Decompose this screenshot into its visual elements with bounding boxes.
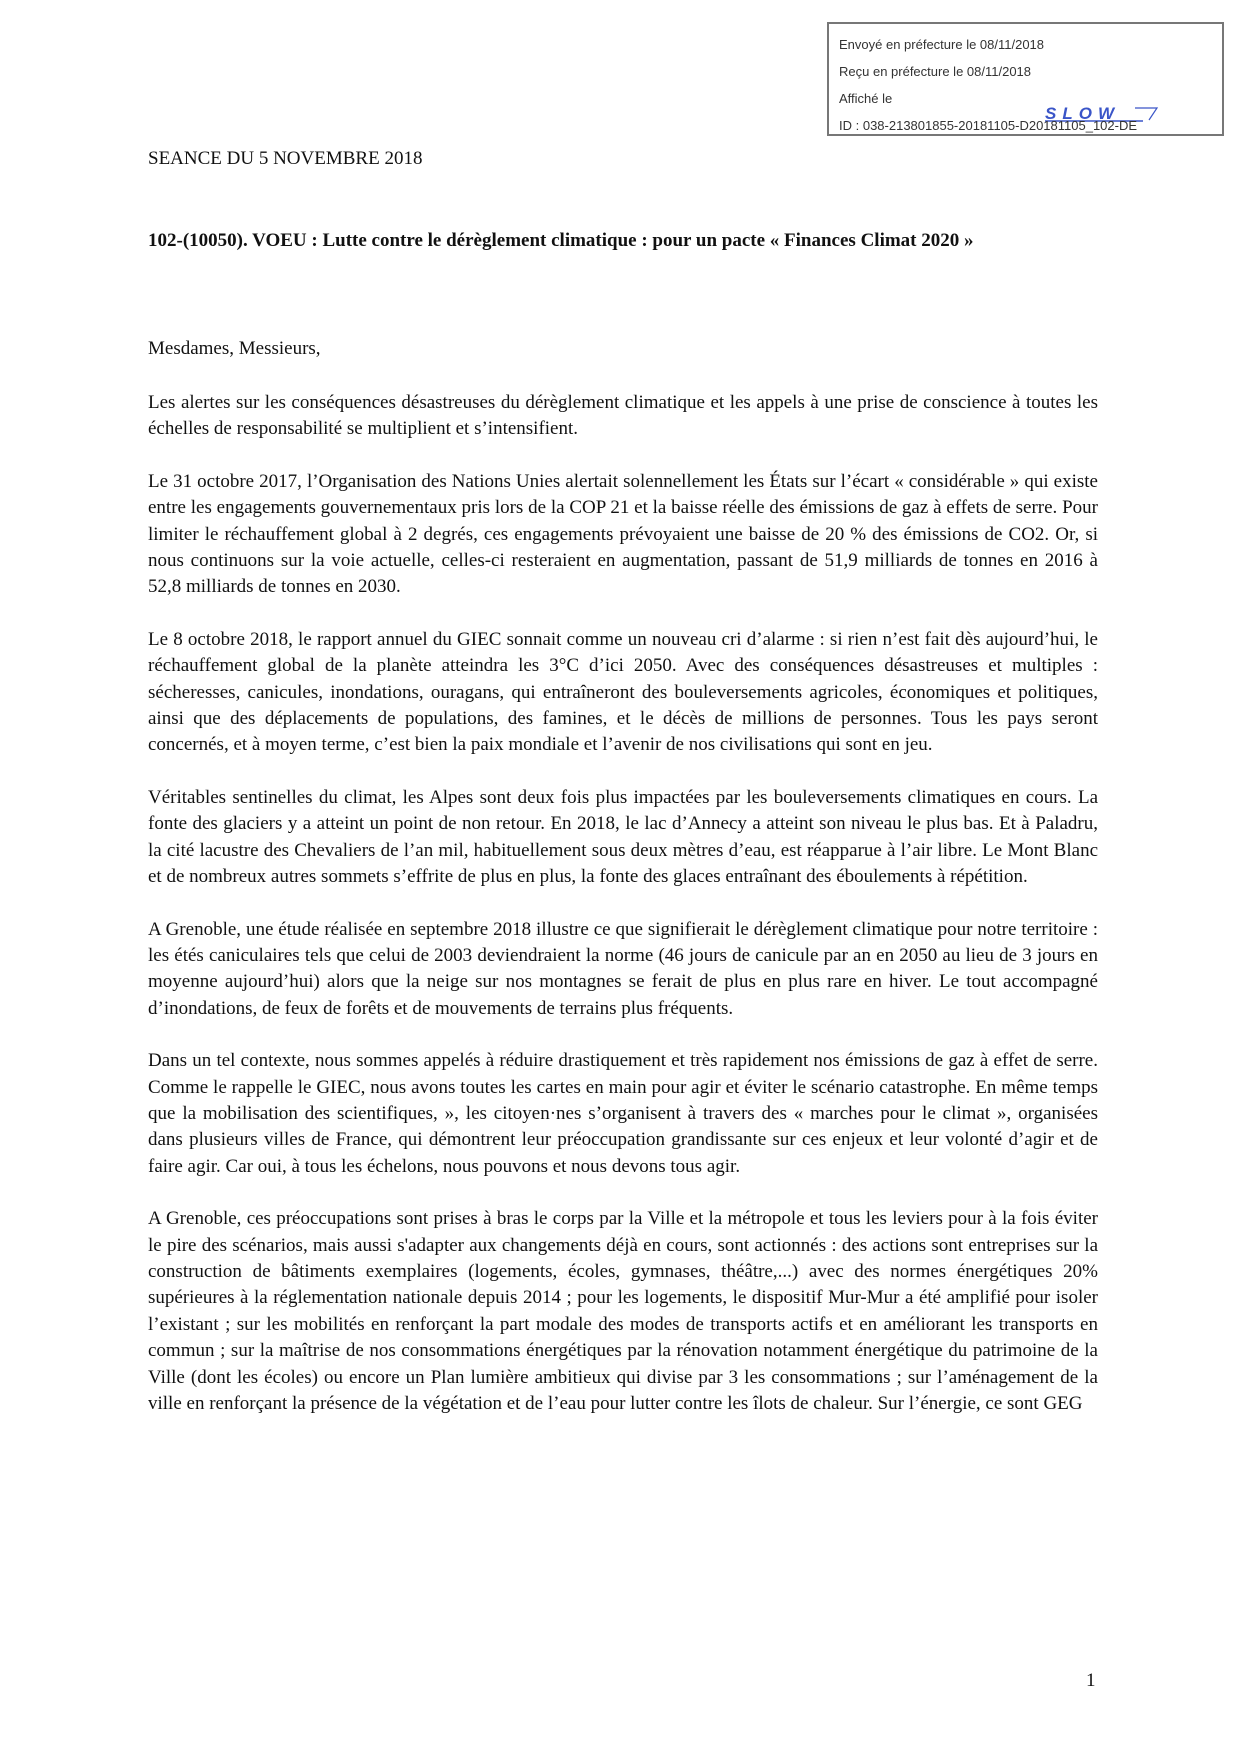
svg-text:SLOW: SLOW bbox=[1045, 104, 1120, 123]
stamp-id: ID : 038-213801855-20181105-D20181105_102-DE bbox=[839, 118, 1138, 133]
greeting: Mesdames, Messieurs, bbox=[148, 338, 321, 359]
stamp-sent-date: Envoyé en préfecture le 08/11/2018 bbox=[839, 37, 1045, 52]
paragraph: A Grenoble, une étude réalisée en septembre 2018 illustre ce que signifierait le dérèglement climatique pour notre territoire : les étés caniculaires tels que celui de 2003 deviendraient la norme (46 jours de canicule par an en 2050 au lieu de 3 jours en moyenne aujourd’hui) alors que la neige sur nos montagnes se ferait de plus en plus rare en hiver. Le tout accompagné d’inondations, de feux de forêts et de mouvements de terrains plus fréquents. bbox=[148, 918, 1098, 1019]
stamp-received-date: Reçu en préfecture le 08/11/2018 bbox=[839, 64, 1032, 79]
paragraph: Véritables sentinelles du climat, les Alpes sont deux fois plus impactées par les bouleversements climatiques en cours. La fonte des glaciers y a atteint un point de non retour. En 2018, le lac d’Annecy a atteint son niveau le plus bas. Et à Paladru, la cité lacustre des Chevaliers de l’an mil, habituellement sous deux mètres d’eau, est réapparue à l’air libre. Le Mont Blanc et de nombreux autres sommets s’effrite de plus en plus, la fonte des glaces entraînant des éboulements à répétition. bbox=[148, 786, 1098, 888]
paragraph: Le 31 octobre 2017, l’Organisation des Nations Unies alertait solennellement les États sur l’écart « considérable » qui existe entre les engagements gouvernementaux pris lors de la COP 21 et la baisse réelle des émissions de gaz à effets de serre. Pour limiter le réchauffement global à 2 degrés, ces engagements prévoyaient une baisse de 20 % des émissions de CO2. Or, si nous continuons sur la voie actuelle, celles-ci resteraient en augmentation, passant de 51,9 milliards de tonnes en 2016 à 52,8 milliards de tonnes en 2030. bbox=[148, 470, 1098, 598]
page-number: 1 bbox=[1086, 1670, 1096, 1691]
stamp-posted: Affiché le bbox=[839, 91, 893, 106]
session-heading: SEANCE DU 5 NOVEMBRE 2018 bbox=[148, 148, 423, 169]
prefecture-stamp bbox=[827, 22, 1224, 136]
paragraph: A Grenoble, ces préoccupations sont prises à bras le corps par la Ville et la métropole et tous les leviers pour à la fois éviter le pire des scénarios, mais aussi s'adapter aux changements déjà en cours, sont actionnés : des actions sont entreprises sur la construction de bâtiments exemplaires (logements, écoles, gymnases, théâtre,...) avec des normes énergétiques 20% supérieures à la réglementation nationale depuis 2014 ; pour les logements, le dispositif Mur-Mur a été amplifié pour isoler l’existant ; sur les mobilités en renforçant la part modale des modes de transports actifs et en améliorant les transports en commun ; sur la maîtrise de nos consommations énergétiques par la rénovation notamment énergétique du patrimoine de la Ville (dont les écoles) ou encore un Plan lumière ambitieux qui divise par 3 les consommations ; sur l’aménagement de la ville en renforçant la présence de la végétation et de l’eau pour lutter contre les îlots de chaleur. Sur l’énergie, ce sont GEG bbox=[148, 1208, 1098, 1414]
paragraph: Dans un tel contexte, nous sommes appelés à réduire drastiquement et très rapidement nos émissions de gaz à effet de serre. Comme le rappelle le GIEC, nous avons toutes les cartes en main pour agir et éviter le scénario catastrophe. En même temps que la mobilisation des scientifiques, », les citoyen·nes s’organisent à travers des « marches pour le climat », organisées dans plusieurs villes de France, qui démontrent leur préoccupation grandissante sur ces enjeux et leur volonté d’agir et de faire agir. Car oui, à tous les échelons, nous pouvons et nous devons tous agir. bbox=[148, 1050, 1098, 1177]
paragraph: Les alertes sur les conséquences désastreuses du dérèglement climatique et les appels à une prise de conscience à toutes les échelles de responsabilité se multiplient et s’intensifient. bbox=[148, 392, 1098, 440]
document-title: 102-(10050). VOEU : Lutte contre le dérèglement climatique : pour un pacte « Finances Climat 2020 » bbox=[148, 230, 974, 251]
document-body bbox=[148, 390, 1098, 1417]
paragraph: Le 8 octobre 2018, le rapport annuel du GIEC sonnait comme un nouveau cri d’alarme : si rien n’est fait dès aujourd’hui, le réchauffement global de la planète atteindra les 3°C d’ici 2050. Avec des conséquences désastreuses et multiples : sécheresses, canicules, inondations, ouragans, qui entraîneront des bouleversements agricoles, économiques et politiques, ainsi que des déplacements de populations, des famines, et le décès de millions de personnes. Tous les pays seront concernés, et à moyen terme, c’est bien la paix mondiale et l’avenir de nos civilisations qui sont en jeu. bbox=[148, 628, 1098, 756]
